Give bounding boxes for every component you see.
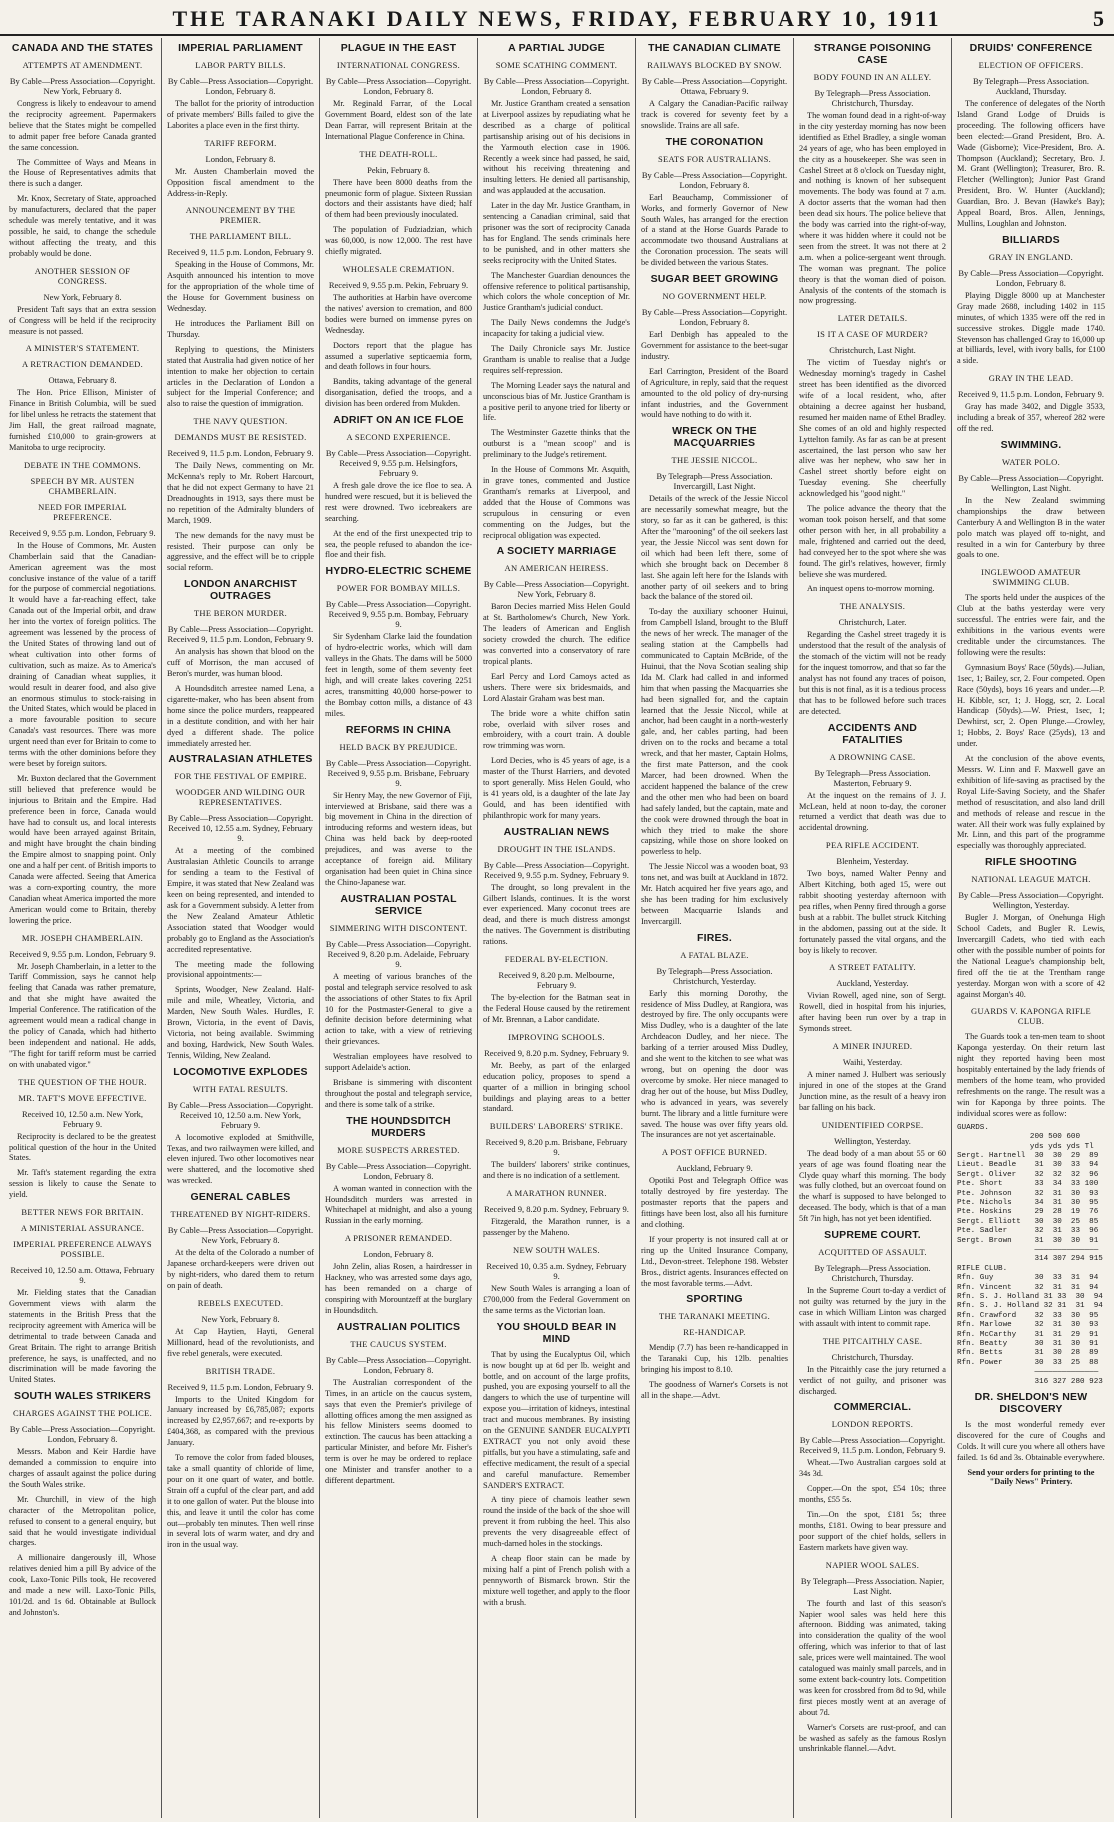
- article-dateline: By Cable—Press Association—Copyright. Received 9, 9.55 p.m. Bombay, February 9.: [325, 599, 472, 630]
- column-grid: [4, 38, 1110, 1818]
- article-paragraph: Mr. Justice Grantham created a sensation at Liverpool assizes by repudiating what he described as a charge of political partisanship arising out of his decisions in the Yarmouth election case in 1906. Recently a week since had passed, he said, without his receiving threatening and insulting letters. He denied all partisanship, and was applauded at the accusation.: [483, 99, 630, 196]
- article-paragraph: The Daily News condemns the Judge's incapacity for taking a judicial view.: [483, 318, 630, 339]
- article-dateline: Pekin, February 8.: [367, 164, 430, 175]
- article-subheading: A MINISTERIAL ASSURANCE.: [20, 1223, 145, 1234]
- article-subheading: FEDERAL BY-ELECTION.: [504, 954, 609, 965]
- article-paragraph: The Manchester Guardian denounces the offensive reference to political partisanship, which colors the whole conception of Mr. Justice Grantham's judicial conduct.: [483, 270, 630, 313]
- article-paragraph: Baron Decies married Miss Helen Gould at St. Bartholomew's Church, New York. The leaders of American and English society crowded the church. The edifice was converted into a conservatory of rare tropical plants.: [483, 602, 630, 666]
- article-headline: GENERAL CABLES: [190, 1191, 291, 1204]
- article-paragraph: Earl Beauchamp, Commissioner of Works, and formerly Governor of New South Wales, has arranged for the erection of a stand at the Horse Guards Parade to accommodate two thousand Australians at the Coronation procession. The seats will be divided between the various States.: [641, 192, 788, 268]
- article-subheading: GRAY IN ENGLAND.: [988, 251, 1074, 262]
- article-headline: AUSTRALIAN NEWS: [503, 825, 610, 838]
- article-paragraph: Mr. Churchill, in view of the high character of the Metropolitan police, refused to consent to a general enquiry, but said that he would investigate individual charges.: [9, 1494, 156, 1548]
- article-paragraph: The Australian correspondent of the Times, in an article on the caucus system, says that even the Premier's privilege of allotting offices among the men assigned as his fellow Ministers seems doomed to extinction. The caucus has been attacking a particular Minister, and before Mr. Fisher's term is over he may be ordered to replace one Minister and transfer another to a different department.: [325, 1377, 472, 1485]
- article-subheading: THE BERON MURDER.: [193, 608, 288, 619]
- article-subheading: A PRISONER REMANDED.: [344, 1233, 453, 1244]
- article-subheading: LABOR PARTY BILLS.: [195, 60, 286, 70]
- article-dateline: By Telegraph—Press Association. Christchurch, Yesterday.: [656, 965, 773, 986]
- article-paragraph: At the end of the first unexpected trip to sea, the people refused to abandon the ice-floe and their fish.: [325, 528, 472, 560]
- article-paragraph: The authorities at Harbin have overcome the natives' aversion to cremation, and 800 bodies were burned on immense pyres on Wednesday.: [325, 292, 472, 335]
- article-paragraph: A millionaire dangerously ill, Whose relatives denied him a pill By advice of the cook, Laxo-Tonic Pills took, He recovered and made a new will. Laxo-Tonic Pills, 101/2d. and 1s 6d. Obtainable at Bullock and Johnston's.: [9, 1553, 156, 1617]
- article-paragraph: Westralian employees have resolved to support Adelaide's action.: [325, 1052, 472, 1073]
- article-paragraph: The sports held under the auspices of the Club at the baths yesterday were very successful. The entries were fair, and the exhibitions in the various events were creditable under the circumstances. The following were the results:: [957, 593, 1105, 657]
- article-paragraph: The Committee of Ways and Means in the House of Representatives admits that there is such a danger.: [9, 157, 156, 189]
- article-subheading: GUARDS V. KAPONGA RIFLE CLUB.: [971, 1006, 1091, 1027]
- article-subheading: NEED FOR IMPERIAL PREFERENCE.: [38, 501, 127, 522]
- article-headline: LOCOMOTIVE EXPLODES: [173, 1065, 308, 1078]
- masthead: [0, 0, 1114, 36]
- article-dateline: Received 9, 9.55 p.m. Pekin, February 9.: [328, 279, 469, 290]
- article-headline: A SOCIETY MARRIAGE: [496, 545, 617, 558]
- article-dateline: Received 9, 8.20 p.m. Melbourne, February 9.: [498, 970, 615, 991]
- article-subheading: A MINER INJURED.: [832, 1041, 913, 1052]
- article-subheading: A RETRACTION DEMANDED.: [21, 359, 144, 370]
- article-subheading: SIMMERING WITH DISCONTENT.: [329, 922, 468, 933]
- article-subheading: IS IT A CASE OF MURDER?: [817, 329, 928, 340]
- article-paragraph: The Guards took a ten-men team to shoot Kaponga yesterday. On their return last night they reported having been most hospitably entertained by the lady friends of members of the home team, who provided refreshments on the range. The result was a win for Kaponga by three points. The individual scores were as follow:: [957, 1032, 1105, 1118]
- article-subheading: THE NAVY QUESTION.: [193, 416, 288, 427]
- advertisement: Send your orders for printing to the "Daily News" Printery.: [967, 1467, 1095, 1486]
- article-headline: A PARTIAL JUDGE: [508, 42, 605, 54]
- score-table: GUARDS. 200 500 600 yds yds yds Tl Sergt. Hartnell 30 30 29 89 Lieut. Beadle 31 30 33 94 Sergt. Oliver 32 32 32 96 Pte. Short 33 34 33 100 Pte. Johnson 32 31 30 93 Pte. Nichols 34 31 30 95 Pte. Hoskins 29 28 19 76 Sergt. Elliott 30 30 25 85 Pte. Sadler 32 31 33 96 Sergt. Brown 31 30 30 91 —————————————— 314 307 294 915 RIFLE CLUB. Rfn. Guy 30 33 31 94 Rfn. Vincent 32 31 31 94 Rfn. S. J. Holland 31 33 30 94 Rfn. S. J. Holland 32 31 31 94 Rfn. Crawford 32 33 30 95 Rfn. Marlowe 32 31 30 93 Rfn. McCarthy 31 31 29 91 Rfn. Beatty 30 31 30 91 Rfn. Betts 31 30 28 89 Rfn. Power 30 33 25 88 —————————————— 316 327 280 923: [957, 1123, 1103, 1386]
- article-dateline: By Telegraph—Press Association. Invercargill, Last Night.: [656, 471, 773, 492]
- article-dateline: Auckland, Yesterday.: [836, 978, 909, 989]
- article-paragraph: The Westminster Gazette thinks that the outburst is a "mean scoop" and is preliminary to the Judge's retirement.: [483, 428, 630, 460]
- article-subheading: A FATAL BLAZE.: [680, 949, 749, 960]
- article-paragraph: The builders' laborers' strike continues, and there is no indication of a settlement.: [483, 1160, 630, 1181]
- column-4: [478, 38, 636, 1818]
- article-paragraph: Tin.—On the spot, £181 5s; three months, £181. Owing to bear pressure and poor support of the chief holds, sellers in Eastern markets have given way.: [799, 1510, 946, 1552]
- article-subheading: BETTER NEWS FOR BRITAIN.: [21, 1207, 144, 1218]
- article-subheading: THE DEATH-ROLL.: [359, 148, 438, 159]
- article-paragraph: There have been 8000 deaths from the pneumonic form of plague. Sixteen Russian doctors and their assistants have died; half of them had been previously inoculated.: [325, 177, 472, 220]
- article-paragraph: A fresh gale drove the ice floe to sea. A hundred were rescued, but it is believed the rest were drowned. Two icebreakers are searching.: [325, 481, 472, 523]
- article-headline: SUGAR BEET GROWING: [650, 273, 779, 286]
- article-paragraph: At the conclusion of the above events, Messrs. W. Linn and F. Maxwell gave an exhibition of life-saving as practised by the Royal Life-Saving Society, and the Shafer method of resuscitation, and also land drill and methods of release and rescue in the water. All their work was fully explained by Mr. Linn, and this part of the programme especially was thoroughly appreciated.: [957, 754, 1105, 851]
- article-paragraph: That by using the Eucalyptus Oil, which is now bought up at 6d per lb. weight and bottle, and on account of the large profits, pushed, you are exposing yourself to all the dangers to which the use of turpentine will expose you—irritation of kidneys, intestinal tract and mucous membranes. By insisting on the GENUINE SANDER EUCALYPTI EXTRACT you not only avoid these pitfalls, but you have a stimulating, safe and effective medicament, the result of a special and careful manufacture. Remember SANDER'S EXTRACT.: [483, 1349, 630, 1490]
- article-subheading: GRAY IN THE LEAD.: [988, 373, 1074, 384]
- article-paragraph: A meeting of various branches of the postal and telegraph service resolved to ask the associations of other States to fix April 10 for the Postmaster-General to give a definite decision before determining what action to take, with a view of retrieving their grievances.: [325, 971, 472, 1047]
- article-dateline: New York, February 8.: [43, 291, 122, 302]
- article-paragraph: Mr. Joseph Chamberlain, in a letter to the Tariff Commission, says he cannot help feeling that Canada was rather premature, and that she might have awaited the Imperial Conference. The ratification of the agreement would mean a radical change in the policy of Canada, which had hitherto been independent and national. He adds, "The fight for tariff reform must be carried on with unabated vigor.": [9, 961, 156, 1069]
- article-headline: CANADA AND THE STATES: [11, 42, 154, 54]
- article-paragraph: Details of the wreck of the Jessie Niccol are necessarily somewhat meagre, but the story, so far as it can be gathered, is this: After the "marooning" of the oil seekers last year, the Jessie Niccol was sent down for oil which had been left there, some of which she brought back on December 8 last. She again left here for the Islands with another party of oil seekers and to bring back the balance of the stored oil.: [641, 494, 788, 602]
- article-subheading: A DROWNING CASE.: [829, 751, 916, 762]
- article-paragraph: A Houndsditch arrestee named Lena, a cigarette-maker, who has been absent from home since the police murders, reappeared in a destitute condition, and with her hair dyed a different shade. The police immediately arrested her.: [167, 684, 314, 748]
- article-dateline: Blenheim, Yesterday.: [836, 856, 909, 867]
- column-1: [4, 38, 162, 1818]
- article-subheading: DEBATE IN THE COMMONS.: [24, 459, 141, 470]
- article-paragraph: Opotiki Post and Telegraph Office was totally destroyed by fire yesterday. The postmaster reports that the papers and fittings have been lost, also all his furniture and clothing.: [641, 1176, 788, 1229]
- article-paragraph: Mendip (7.7) has been re-handicapped in the Taranaki Cup, his 12lb. penalties bringing his impost to 8.10.: [641, 1343, 788, 1375]
- article-paragraph: In the House of Commons, Mr. Austen Chamberlain said that the Canadian-American agreement was the most conclusive instance of the value of a tariff for the purpose of commercial negotiations. It would have a far-reaching effect, take Canada out of the Imperial orbit, and draw her into the vortex of foreign politics. The agreement was lessened by the process of the United States of throwing land out of wheat cultivation into other forms of cultivation, such as maize. As to America's draining of Canadian wheat supplies, it would result in dearer food, and also give an enormous stimulus to stock-raising in the United States, which would be placed in a more favourable position to secure Canada's vast resources. There was more urgent need than ever for Britain to come to terms with the other dominions before they were beset by foreign suitors.: [9, 540, 156, 768]
- article-dateline: New York, February 8.: [201, 1313, 280, 1324]
- article-dateline: By Cable—Press Association—Copyright. New York, February 8.: [9, 76, 156, 96]
- article-subheading: THE PARLIAMENT BILL.: [189, 231, 292, 242]
- article-dateline: By Cable—Press Association—Copyright. Received 9, 9.55 p.m. Brisbane, February 9.: [325, 757, 472, 788]
- article-subheading: CHARGES AGAINST THE POLICE.: [12, 1408, 153, 1419]
- article-dateline: Auckland, February 9.: [676, 1163, 753, 1174]
- article-subheading: INTERNATIONAL CONGRESS.: [336, 60, 461, 70]
- article-subheading: WATER POLO.: [1001, 456, 1061, 467]
- article-dateline: By Cable—Press Association—Copyright. London, February 8.: [9, 1424, 156, 1445]
- article-dateline: Received 9, 11.5 p.m. London, February 9.: [167, 448, 314, 459]
- article-dateline: By Telegraph—Press Association. Christchurch, Thursday.: [814, 88, 931, 108]
- article-paragraph: The goodness of Warner's Corsets is not all in the shape.—Advt.: [641, 1380, 788, 1401]
- article-headline: AUSTRALIAN POSTAL SERVICE: [340, 892, 457, 917]
- article-paragraph: The new demands for the navy must be resisted. Their purpose can only be aggressive, and the effect will be to cripple social reform.: [167, 530, 314, 573]
- article-paragraph: A cheap floor stain can be made by mixing half a pint of French polish with a pennyworth of Bismarck brown. Stir the mixture well together, and apply to the floor with a brush.: [483, 1554, 630, 1607]
- article-dateline: By Cable—Press Association—Copyright. New York, February 8.: [167, 1225, 314, 1246]
- article-subheading: WOODGER AND WILDING OUR REPRESENTATIVES.: [175, 787, 306, 808]
- article-dateline: By Cable—Press Association—Copyright. Received 9, 8.20 p.m. Adelaide, February 9.: [325, 938, 472, 969]
- column-6: [794, 38, 952, 1818]
- article-paragraph: Brisbane is simmering with discontent throughout the postal and telegraph service, and there is some talk of a strike.: [325, 1077, 472, 1109]
- article-subheading: SPEECH BY MR. AUSTEN CHAMBERLAIN.: [30, 475, 135, 496]
- article-subheading: A POST OFFICE BURNED.: [661, 1147, 768, 1158]
- article-paragraph: President Taft says that an extra session of Congress will be held if the reciprocity measure is not passed.: [9, 304, 156, 336]
- article-subheading: BRITISH TRADE.: [205, 1365, 276, 1376]
- article-dateline: Received 9, 8.20 p.m. Brisbane, February 9.: [485, 1137, 628, 1158]
- column-7: [952, 38, 1110, 1818]
- article-paragraph: At Cap Haytien, Hayti, General Millionard, head of the revolutionists, and five rebel generals, were executed.: [167, 1326, 314, 1358]
- article-headline: THE CANADIAN CLIMATE: [648, 42, 781, 54]
- article-dateline: Received 9, 11.5 p.m. London, February 9.: [167, 247, 314, 258]
- article-paragraph: At the inquest on the remains of J. J. McLean, held at noon to-day, the coroner returned a verdict that death was due to accidental drowning.: [799, 790, 946, 833]
- article-paragraph: The meeting made the following provisional appointments:—: [167, 959, 314, 980]
- article-headline: REFORMS IN CHINA: [345, 723, 452, 736]
- article-subheading: DEMANDS MUST BE RESISTED.: [174, 432, 307, 443]
- article-subheading: A SECOND EXPERIENCE.: [346, 432, 451, 443]
- article-subheading: POWER FOR BOMBAY MILLS.: [336, 583, 461, 594]
- article-subheading: MR. TAFT'S MOVE EFFECTIVE.: [18, 1092, 147, 1103]
- article-subheading: ATTEMPTS AT AMENDMENT.: [22, 60, 143, 70]
- article-paragraph: Bandits, taking advantage of the general disorganisation, defied the troops, and a division has been ordered from Mukden.: [325, 377, 472, 409]
- article-paragraph: A tiny piece of chamois leather sewn round the inside of the back of the shoe will prevent it from rubbing the heel. This also prevents the very disagreeable effect of much-darned holes in the stockings.: [483, 1495, 630, 1549]
- article-paragraph: Mr. Fielding states that the Canadian Government views with alarm the statements in the British Press that the reciprocity agreement with America will be detrimental to trade between Canada and Great Britain. The right to arrange British preference, he says, is unaffected, and no discrimination will be made favoring the United States.: [9, 1288, 156, 1385]
- article-paragraph: John Zelin, alias Rosen, a hairdresser in Hackney, who was arrested some days ago, has been remanded on a charge of conspiring with Morountzeff at the burglary in Houndsditch.: [325, 1262, 472, 1315]
- article-paragraph: Wheat.—Two Australian cargoes sold at 34s 3d.: [799, 1458, 946, 1479]
- article-dateline: By Cable—Press Association—Copyright. London, February 8.: [167, 76, 314, 96]
- article-paragraph: The Daily News, commenting on Mr. McKenna's reply to Mr. Robert Harcourt, that he did not expect Germany to have 21 Dreadnoughts in 1913, says there must be no repetition of the Admiralty blunders of March, 1909.: [167, 461, 314, 525]
- column-5: [636, 38, 794, 1818]
- article-paragraph: In the House of Commons Mr. Asquith, in grave tones, commented and Justice Grantham's remarks at Liverpool, and added that the House of Commons was scrupulous in censuring or even commenting on the Judges, but the reciprocal obligation was expected.: [483, 465, 630, 540]
- article-subheading: PEA RIFLE ACCIDENT.: [825, 840, 920, 851]
- article-paragraph: In the Pitcaithly case the jury returned a verdict of not guilty, and prisoner was discharged.: [799, 1364, 946, 1396]
- article-paragraph: Lord Decies, who is 45 years of age, is a master of the Thurst Harriers, and devoted to sport generally. Miss Helen Gould, who is 41 years old, is a daughter of the late Jay Gould, and has been identified with philanthropic work for many years.: [483, 756, 630, 820]
- page-number: 5: [1093, 6, 1104, 31]
- article-paragraph: Doctors report that the plague has assumed a superlative septicaemia form, and death follows in four hours.: [325, 340, 472, 372]
- article-paragraph: Earl Denbigh has appealed to the Government for assistance to the beet-sugar industry.: [641, 330, 788, 361]
- article-paragraph: Playing Diggle 8000 up at Manchester Gray made 2688, including 1402 in 115 minutes, of which 1335 were off the red in successive strokes. Diggle made 1740. Stevenson has challenged Gray to 16,000 up at billiards, level, with ivory balls, for £100 a side.: [957, 290, 1105, 366]
- article-dateline: By Cable—Press Association—Copyright. Received 10, 12.50 a.m. New York, February 9.: [167, 1099, 314, 1130]
- article-dateline: By Cable—Press Association—Copyright. Wellington, Yesterday.: [958, 890, 1104, 911]
- article-paragraph: Later in the day Mr. Justice Grantham, in sentencing a Canadian criminal, said that prisoner was the sort of reciprocity Canada has for England. The sends criminals here to be punished, and in other matters she seeks reciprocity with the United States.: [483, 201, 630, 265]
- article-subheading: FOR THE FESTIVAL OF EMPIRE.: [174, 771, 307, 782]
- article-subheading: THE JESSIE NICCOL.: [671, 455, 758, 466]
- article-headline: WRECK ON THE MACQUARRIES: [672, 425, 757, 450]
- article-subheading: BUILDERS' LABORERS' STRIKE.: [489, 1121, 624, 1132]
- article-dateline: Received 9, 9.55 p.m. London, February 9.: [9, 527, 156, 538]
- article-paragraph: The Morning Leader says the natural and unconscious bias of Mr. Justice Grantham is a positive peril to anyone tried for liberty or life.: [483, 380, 630, 423]
- article-dateline: By Cable—Press Association—Copyright. London, February 8.: [325, 1354, 472, 1375]
- article-paragraph: Gymnasium Boys' Race (50yds).—Julian, 1sec, 1; Bailey, scr, 2. Four competed. Open Race (50yds), boys 16 years and under.—P. H. Kibble, scr, 1; J. Hogg, scr, 2. Local Handicap (50yds).—W. Priest, 1sec, 1; Dewhirst, scr, 2. Open Plunge.—Crowley, 1; Hobbs, 2. Boys' Race (25yds), 13 and under.: [957, 662, 1105, 749]
- article-paragraph: A woman wanted in connection with the Houndsditch murders was arrested in Whitechapel at midnight, and also a young Russian in the early morning.: [325, 1183, 472, 1226]
- article-paragraph: The dead body of a man about 55 or 60 years of age was found floating near the Clyde quay wharf this morning. The body was fully clothed, but an overcoat found on the wharf is supposed to have belonged to deceased. The body, which is that of a man 5ft 7in high, has not yet been identified.: [799, 1148, 946, 1224]
- article-headline: SPORTING: [686, 1293, 743, 1306]
- article-paragraph: Messrs. Mabon and Keir Hardie have demanded a commission to enquire into charges of assault against the police during the South Wales strike.: [9, 1447, 156, 1489]
- article-dateline: By Cable—Press Association—Copyright. London, February 8.: [325, 1160, 472, 1181]
- article-paragraph: If your property is not insured call at or ring up the United Insurance Company, Ltd., Devon-street. Telephone 198. Webster Bros., district agents. Insurances effected on the most favorable terms.—Advt.: [641, 1234, 788, 1288]
- article-paragraph: The population of Fudziadzian, which was 60,000, is now 12,000. The rest have chiefly migrated.: [325, 225, 472, 257]
- article-subheading: REBELS EXECUTED.: [197, 1297, 284, 1308]
- article-subheading: LONDON REPORTS.: [831, 1419, 914, 1430]
- article-subheading: SEATS FOR AUSTRALIANS.: [657, 153, 772, 164]
- article-paragraph: The by-election for the Batman seat in the Federal House caused by the retirement of Mr. Brennan, a Labor candidate.: [483, 993, 630, 1024]
- article-paragraph: In the New Zealand swimming championships the draw between Canterbury A and Wellington B in the water polo match was played off to-night, and resulted in a win for Canterbury by three goals to one.: [957, 495, 1105, 560]
- article-dateline: By Cable—Press Association—Copyright. Wellington, Last Night.: [958, 472, 1104, 493]
- article-dateline: By Cable—Press Association—Copyright. London, February 8.: [641, 169, 788, 190]
- article-paragraph: The Jessie Niccol was a wooden boat, 93 tons net, and was built at Auckland in 1872. Mr. Hatch acquired her five years ago, and she has been trading for him exclusively between Macquarrie Islands and Invercargill.: [641, 862, 788, 926]
- article-dateline: By Cable—Press Association—Copyright. Received 9, 9.55 p.m. Sydney, February 9.: [483, 859, 630, 880]
- article-paragraph: Is the most wonderful remedy ever discovered for the cure of Coughs and Colds. It will cure you where all others have failed. 1s 6d and 3s. Obtainable everywhere.: [957, 1420, 1105, 1462]
- article-headline: LONDON ANARCHIST OUTRAGES: [183, 578, 298, 603]
- article-paragraph: A miner named J. Hulbert was seriously injured in one of the stopes at the Grand Junction mine, as the result of a heavy iron bar falling on his back.: [799, 1070, 946, 1112]
- article-paragraph: The woman found dead in a right-of-way in the city yesterday morning has now been identified as Ethel Bradley, a single woman 24 years of age, who has been employed in the city as a housekeeper. She was seen in Cashel Street at 8 o'clock on Tuesday night, and nothing is known of her subsequent movements. The body was found at 7 a.m. A doctor asserts that the woman had then been dead six hours. The police believe that the body was carried into the right-of-way, where it was hidden where it could not be seen from the street. It was not there at 2 a.m. when a police-sergeant went through. The woman was pregnant. The police theory is that the woman died of poison. Analysis of the contents of the stomach is now progressing.: [799, 111, 946, 306]
- article-dateline: Received 9, 11.5 p.m. London, February 9.: [167, 1381, 314, 1392]
- article-paragraph: Early this morning Dorothy, the residence of Miss Dudley, at Rangiora, was destroyed by fire. The only occupants were Miss Dudley, who is a daughter of the late Archdeacon Dudley, and her niece. The barking of a terrier aroused Miss Dudley, and she went to the kitchen to see what was wrong, but on opening the door was overcome by smoke. Her niece managed to drag her out of the house, but Miss Dudley, who is advanced in years, was severely burnt. The library and a little furniture were saved. The house was over fifty years old. The insurances are not yet ascertainable.: [641, 988, 788, 1140]
- article-paragraph: To-day the auxiliary schooner Huinui, from Campbell Island, brought to the Bluff the news of her wreck. The manager of the sealing station at the Campbells had communicated to Captain McBride, of the Huinui, that the Nova Scotian sealing ship Ida M. Clark had called in and informed him that when passing the Macquarries she had been signalled for, and the captain learned that the Jessie Niccol, while at anchor, had been caught in a north-westerly gale, and, her cables parting, had been driven on to the rocks and became a total wreck, and that her master, Captain Holms, the first mate Patterson, and the cook Marcer, had been drowned. When the accident happened the balance of the crew and the other men who had been on board had safely landed, but the captain, mate and the cook were drowned through the boat in which they tried to make the shore capsizing, while those on shore looked on powerless to help.: [641, 607, 788, 857]
- article-subheading: A MINISTER'S STATEMENT.: [25, 343, 140, 354]
- article-dateline: By Cable—Press Association—Copyright. Received 9, 9.55 p.m. Helsingfors, February 9.: [325, 448, 472, 479]
- article-paragraph: Earl Percy and Lord Camoys acted as ushers. There were six bridesmaids, and Lord Alastair Graham was best man.: [483, 671, 630, 703]
- article-subheading: NEW SOUTH WALES.: [513, 1244, 600, 1255]
- article-paragraph: Gray has made 3402, and Diggle 3533, including a break of 357, whereof 282 were off the red.: [957, 402, 1105, 434]
- article-paragraph: Sir Sydenham Clarke laid the foundation of hydro-electric works, which will dam valleys in the Ghats. The dams will be 5000 feet in length, some of them seventy feet high, and will create lakes covering 2251 acres, transmitting 40,000 horse-power to the Bombay cotton mills, a distance of 43 miles.: [325, 632, 472, 718]
- article-dateline: By Telegraph—Press Association. Masterton, February 9.: [814, 767, 931, 788]
- article-headline: FIRES.: [696, 931, 733, 944]
- article-paragraph: An analysis has shown that blood on the cuff of Morrison, the man accused of Beron's murder, was human blood.: [167, 647, 314, 679]
- article-dateline: Christchurch, Last Night.: [829, 345, 916, 356]
- article-paragraph: The victim of Tuesday night's or Wednesday morning's tragedy in Cashel street has been identified as the divorced wife of a local resident, who, after obtaining a decree against her husband, resumed her maiden name of Ethel Bradley. She comes of an old and highly respected Lyttelton family. As far as can be at present ascertained, the last person who saw her alive was her nephew, who saw her in Cashel street shortly before eight on Tuesday evening. She cheerfully acknowledged his "good night.": [799, 358, 946, 499]
- article-paragraph: Earl Carrington, President of the Board of Agriculture, in reply, said that the request amounted to the old policy of dry-nursing infant industries, and the Government would have nothing to do with it.: [641, 366, 788, 420]
- article-paragraph: Reciprocity is declared to be the greatest political question of the hour in the United States.: [9, 1131, 156, 1163]
- article-dateline: London, February 8.: [363, 1249, 434, 1260]
- article-headline: BILLIARDS: [1002, 233, 1060, 246]
- article-dateline: By Cable—Press Association—Copyright. Received 9, 11.5 p.m. London, February 9.: [799, 1435, 946, 1456]
- article-subheading: HELD BACK BY PREJUDICE.: [339, 741, 458, 752]
- article-subheading: UNIDENTIFIED CORPSE.: [821, 1119, 924, 1130]
- article-dateline: By Cable—Press Association—Copyright. New York, February 8.: [483, 579, 630, 600]
- article-dateline: By Cable—Press Association—Copyright. London, February 8.: [641, 307, 788, 328]
- article-paragraph: Bugler J. Morgan, of Onehunga High School Cadets, and Bugler R. Lewis, Invercargill Cadets, who tied with each other with the possible number of points for the National League's championship belt, fired off the tie at the Trentham range yesterday. Morgan won with a score of 42 against Morgan's 40.: [957, 913, 1105, 999]
- article-subheading: THREATENED BY NIGHT-RIDERS.: [170, 1209, 311, 1220]
- article-subheading: THE ANALYSIS.: [839, 601, 906, 612]
- article-dateline: Christchurch, Later.: [838, 617, 907, 628]
- article-paragraph: Fitzgerald, the Marathon runner, is a passenger by the Maheno.: [483, 1217, 630, 1238]
- article-paragraph: In the Supreme Court to-day a verdict of not guilty was returned by the jury in the case in which William Linton was charged with assault with intent to commit rape.: [799, 1286, 946, 1328]
- article-paragraph: Mr. Buxton declared that the Government still believed that preference would be injurious to Britain and the Empire. Had preference been in force, Canada would have had to consult us, and local interests would have been arrayed against Britain, and might have brought the chain binding the Empire almost to snapping point. Only one and a half per cent. of British imports to Canada were affected. Seeing that America was a corn-exporting country, the more Canadian wheat America imported the more American would come to Britain, thereby lowering the price.: [9, 773, 157, 925]
- article-subheading: NAPIER WOOL SALES.: [825, 1559, 920, 1570]
- article-headline: YOU SHOULD BEAR IN MIND: [496, 1320, 617, 1345]
- article-paragraph: At a meeting of the combined Australasian Athletic Councils to arrange for sending a team to the Festival of Empire, it was stated that New Zealand was keen on being represented, and intended to ask for a Government subsidy. A letter from the New Zealand Amateur Athletic Association stated that Woodger would probably go to England as the Association's accredited representative.: [167, 846, 314, 954]
- article-subheading: RE-HANDICAP.: [683, 1327, 746, 1338]
- article-headline: SWIMMING.: [1000, 438, 1062, 451]
- article-headline: IMPERIAL PARLIAMENT: [178, 42, 303, 54]
- article-dateline: Received 10, 12.50 a.m. Ottawa, February 9.: [10, 1265, 155, 1286]
- article-headline: ADRIFT ON AN ICE FLOE: [333, 414, 464, 427]
- article-dateline: By Cable—Press Association—Copyright. London, February 8.: [483, 76, 630, 96]
- article-headline: COMMERCIAL.: [833, 1401, 912, 1414]
- article-subheading: WITH FATAL RESULTS.: [192, 1083, 289, 1094]
- article-paragraph: At the delta of the Colorado a number of Japanese orchard-keepers were driven out by night-riders, who dared them to return on pain of death.: [167, 1248, 314, 1290]
- article-dateline: London, February 8.: [205, 153, 276, 164]
- article-headline: SOUTH WALES STRIKERS: [13, 1390, 151, 1403]
- article-paragraph: Mr. Beeby, as part of the enlarged education policy, proposes to spend a quarter of a million in bringing school buildings and playing areas to a better standard.: [483, 1060, 630, 1114]
- column-3: [320, 38, 478, 1818]
- article-subheading: A STREET FATALITY.: [829, 962, 916, 973]
- article-paragraph: A Calgary the Canadian-Pacific railway track is covered for seventy feet by a snowslide. Trains are all safe.: [641, 99, 788, 130]
- article-subheading: THE QUESTION OF THE HOUR.: [18, 1076, 147, 1087]
- article-paragraph: The police advance the theory that the woman took poison herself, and that some other person with her, in all probability a male, frightened and carried out the deed, had conveyed her to the spot where she was found. The girl's relatives, however, firmly believe she was murdered.: [799, 504, 946, 579]
- article-paragraph: Speaking in the House of Commons, Mr. Asquith announced his intention to move for the appropriation of the whole time of the House for Government business on Wednesday.: [167, 260, 314, 314]
- article-dateline: Received 9, 8.20 p.m. Sydney, February 9.: [484, 1204, 629, 1215]
- article-subheading: ACQUITTED OF ASSAULT.: [818, 1247, 927, 1258]
- article-paragraph: Mr. Knox, Secretary of State, approached by manufacturers, declared that the paper schedule was merely tentative, and it was possible, he said, to change the schedule without affecting the treaty, and this probably would be done.: [9, 194, 156, 258]
- article-paragraph: Vivian Rowell, aged nine, son of Sergt. Rowell, died in hospital from his injuries, after having been run over by a trap in Symonds street.: [799, 991, 946, 1034]
- article-headline: PLAGUE IN THE EAST: [340, 42, 457, 54]
- article-dateline: Waihi, Yesterday.: [842, 1057, 903, 1068]
- article-paragraph: New South Wales is arranging a loan of £700,000 from the Federal Government on the same terms as the Victorian loan.: [483, 1283, 630, 1315]
- article-dateline: Christchurch, Thursday.: [831, 1351, 914, 1362]
- article-paragraph: Regarding the Cashel street tragedy it is understood that the result of the analysis of the stomach of the victim will not be ready for the inquest tomorrow, and that so far the analyst has not found any traces of poison, but this is not final, as it is a tedious process that has to be followed before such traces are detected.: [799, 630, 946, 716]
- article-headline: THE HOUNDSDITCH MURDERS: [346, 1114, 451, 1139]
- article-dateline: By Telegraph—Press Association. Auckland, Thursday.: [972, 76, 1090, 96]
- article-subheading: NATIONAL LEAGUE MATCH.: [971, 874, 1091, 885]
- article-subheading: ANNOUNCEMENT BY THE PREMIER.: [185, 205, 296, 226]
- article-paragraph: Two boys, named Walter Penny and Albert Kitching, both aged 15, were out rabbit shooting yesterday afternoon with pea rifles, when Penny fired through a gorse bush at a rabbit. The bullet struck Kitching in the abdomen, passing out at the side. It fortunately passed the vital organs, and the boy is likely to recover.: [799, 869, 946, 955]
- article-paragraph: To remove the color from faded blouses, take a small quantity of chloride of lime, pour on it one quart of water, and bottle. Strain off a cupful of the clear part, and add it to one gallon of water. Put the blouse into this, and leave it until the color has come out—probably ten minutes. Then well rinse in several lots of warm water, and dry and iron in the usual way.: [167, 1453, 314, 1550]
- article-dateline: By Cable—Press Association—Copyright. London, February 8.: [958, 267, 1104, 288]
- article-subheading: DROUGHT IN THE ISLANDS.: [497, 843, 616, 854]
- article-headline: RIFLE SHOOTING: [984, 856, 1078, 869]
- article-subheading: A MARATHON RUNNER.: [506, 1188, 607, 1199]
- article-paragraph: He introduces the Parliament Bill on Thursday.: [167, 318, 314, 339]
- article-paragraph: The fourth and last of this season's Napier wool sales was held here this afternoon. Bidding was animated, taking into consideration the quality of the wool offering, which was inferior to that of last sale, prices were well maintained. The wool catalogued was mainly small parcels, and in some extent back-country lots. Competition was keen for crossbred from 8d to 9d, while first pieces mostly went at an average of about 7d.: [799, 1598, 946, 1717]
- article-subheading: SOME SCATHING COMMENT.: [495, 60, 618, 70]
- article-paragraph: Mr. Taft's statement regarding the extra session is likely to cause the Senate to yield.: [9, 1168, 156, 1200]
- article-paragraph: Replying to questions, the Ministers stated that Australia had given notice of her intention to make her objection to certain articles in the Declaration of London a subject for the Imperial Conference; and also to raise the question of immigration.: [167, 344, 314, 409]
- article-headline: DR. SHELDON'S NEW DISCOVERY: [974, 1391, 1088, 1416]
- article-subheading: IMPROVING SCHOOLS.: [508, 1031, 605, 1042]
- article-subheading: BODY FOUND IN AN ALLEY.: [813, 72, 932, 82]
- article-headline: DRUIDS' CONFERENCE: [969, 42, 1093, 54]
- article-dateline: By Cable—Press Association—Copyright. Ottawa, February 9.: [641, 76, 788, 96]
- article-dateline: By Cable—Press Association—Copyright. Received 9, 11.5 p.m. London, February 9.: [167, 624, 314, 645]
- article-subheading: THE PITCAITHLY CASE.: [822, 1335, 923, 1346]
- article-paragraph: An inquest opens to-morrow morning.: [807, 584, 935, 594]
- article-dateline: By Telegraph—Press Association. Christchurch, Thursday.: [814, 1263, 931, 1284]
- article-paragraph: Sir Henry May, the new Governor of Fiji, interviewed at Brisbane, said there was a big movement in China in the direction of introducing reforms and western ideas, but China was held back by deep-rooted prejudices, and was averse to the acceptance of foreign aid. Military organisation had been quiet in China since the Chino-Japanese war.: [325, 790, 472, 887]
- article-subheading: AN AMERICAN HEIRESS.: [504, 563, 609, 574]
- article-subheading: MR. JOSEPH CHAMBERLAIN.: [21, 932, 144, 943]
- article-dateline: Wellington, Yesterday.: [834, 1135, 911, 1146]
- article-dateline: By Cable—Press Association—Copyright. London, February 8.: [325, 76, 472, 96]
- article-paragraph: A locomotive exploded at Smithville, Texas, and two railwaymen were killed, and eleven injured. Two other locomotives near were shattered, and the locomotive shed was wrecked.: [167, 1132, 314, 1186]
- article-dateline: Received 9, 9.55 p.m. London, February 9.: [9, 948, 156, 959]
- article-subheading: TARIFF REFORM.: [204, 137, 277, 148]
- article-paragraph: Imports to the United Kingdom for January increased by £6,785,087; exports increased by £2,957,667; and re-exports by £404,368, as compared with the previous January.: [167, 1394, 314, 1448]
- article-paragraph: The drought, so long prevalent in the Gilbert Islands, continues. It is the worst ever experienced. Many coconut trees are dead, and there is much distress amongst the natives. The Government is distributing rations.: [483, 882, 630, 947]
- article-subheading: ANOTHER SESSION OF CONGRESS.: [34, 265, 131, 286]
- article-subheading: THE CAUCUS SYSTEM.: [350, 1338, 447, 1349]
- article-headline: AUSTRALIAN POLITICS: [336, 1320, 461, 1333]
- article-subheading: THE TARANAKI MEETING.: [659, 1311, 770, 1322]
- article-dateline: Received 10, 12.50 a.m. New York, February 9.: [21, 1108, 144, 1129]
- article-paragraph: Warner's Corsets are rust-proof, and can be washed as safely as the famous Roslyn unshrinkable flannel.—Advt.: [799, 1722, 946, 1754]
- article-paragraph: The bride wore a white chiffon satin robe, overlaid with silver roses and embroidery, with a court train. A double row trimming was worn.: [483, 708, 630, 751]
- article-subheading: ELECTION OF OFFICERS.: [978, 60, 1084, 70]
- article-subheading: MORE SUSPECTS ARRESTED.: [337, 1144, 460, 1155]
- article-paragraph: Sprints, Woodger, New Zealand. Half-mile and mile, Wheatley, Victoria, and Marden, New South Wales. Hurdles, F. Brown, Victoria, in the event of Davis, Victoria, not being available. Swimming and boxing, Hardwick, New South Wales. Tennis, Wilding, New Zealand.: [167, 985, 314, 1060]
- article-paragraph: The Hon. Price Ellison, Minister of Finance in British Columbia, will be sued for libel unless he retracts the statement that Jim Hall, the great railroad magnate, furnished £10,000 to grain-growers at Manitoba to urge reciprocity.: [9, 388, 156, 452]
- column-2: [162, 38, 320, 1818]
- article-headline: STRANGE POISONING CASE: [813, 42, 932, 66]
- article-subheading: IMPERIAL PREFERENCE ALWAYS POSSIBLE.: [13, 1239, 152, 1260]
- article-headline: SUPREME COURT.: [824, 1229, 921, 1242]
- article-paragraph: Copper.—On the spot, £54 10s; three months, £55 5s.: [799, 1484, 946, 1505]
- article-paragraph: The conference of delegates of the North Island Grand Lodge of Druids is proceeding. The following officers have been elected:—Grand President, Bro. A. Wade (Gisborne); Vice-President, Bro. A. Thompson (Auckland); Secretary, Bro. J. M. Grant (Wellington); Treasurer, Bro. R. Fletcher (Wellington); Junior Past Grand President, Bro. W. Hunter (Auckland); Guardian, Bro. J. Bevan (Hawke's Bay); Appeal Board, Bros. Allen, Jennings, Mullins, Loughlan and Johnston.: [957, 99, 1105, 228]
- article-headline: AUSTRALASIAN ATHLETES: [168, 753, 313, 766]
- article-subheading: RAILWAYS BLOCKED BY SNOW.: [647, 60, 782, 70]
- article-subheading: INGLEWOOD AMATEUR SWIMMING CLUB.: [981, 567, 1081, 588]
- article-paragraph: Mr. Reginald Farrar, of the Local Government Board, eldest son of the late Dean Farrar, will represent Britain at the International Plague Conference in China.: [325, 99, 472, 141]
- article-dateline: By Cable—Press Association—Copyright. Received 10, 12.55 a.m. Sydney, February 9.: [167, 813, 314, 844]
- article-paragraph: Mr. Austen Chamberlain moved the Opposition fiscal amendment to the Address-in-Reply.: [167, 166, 314, 198]
- article-headline: THE CORONATION: [665, 135, 764, 148]
- article-headline: ACCIDENTS AND FATALITIES: [827, 721, 918, 746]
- article-dateline: Ottawa, February 8.: [48, 375, 117, 386]
- article-subheading: NO GOVERNMENT HELP.: [662, 291, 767, 302]
- article-headline: HYDRO-ELECTRIC SCHEME: [325, 565, 472, 578]
- article-subheading: WHOLESALE CREMATION.: [342, 263, 455, 274]
- article-paragraph: Congress is likely to endeavour to amend the reciprocity agreement. Papermakers believe that the States might be compelled to admit paper free before Canada granted the same concession.: [9, 99, 156, 152]
- article-subheading: LATER DETAILS.: [837, 313, 908, 324]
- article-paragraph: The Daily Chronicle says Mr. Justice Grantham is unable to realise that a Judge requires self-repression.: [483, 344, 630, 375]
- article-dateline: Received 10, 0.35 a.m. Sydney, February 9.: [486, 1260, 627, 1281]
- masthead-title: THE TARANAKI DAILY NEWS, FRIDAY, FEBRUARY 10, 1911: [172, 6, 942, 31]
- article-dateline: Received 9, 8.20 p.m. Sydney, February 9.: [484, 1047, 629, 1058]
- article-paragraph: The ballot for the priority of introduction of private members' Bills failed to give the Laborites a place even in the first thirty.: [167, 99, 314, 130]
- article-dateline: By Telegraph—Press Association. Napier, Last Night.: [800, 1575, 945, 1596]
- article-dateline: Received 9, 11.5 p.m. London, February 9.: [957, 389, 1105, 400]
